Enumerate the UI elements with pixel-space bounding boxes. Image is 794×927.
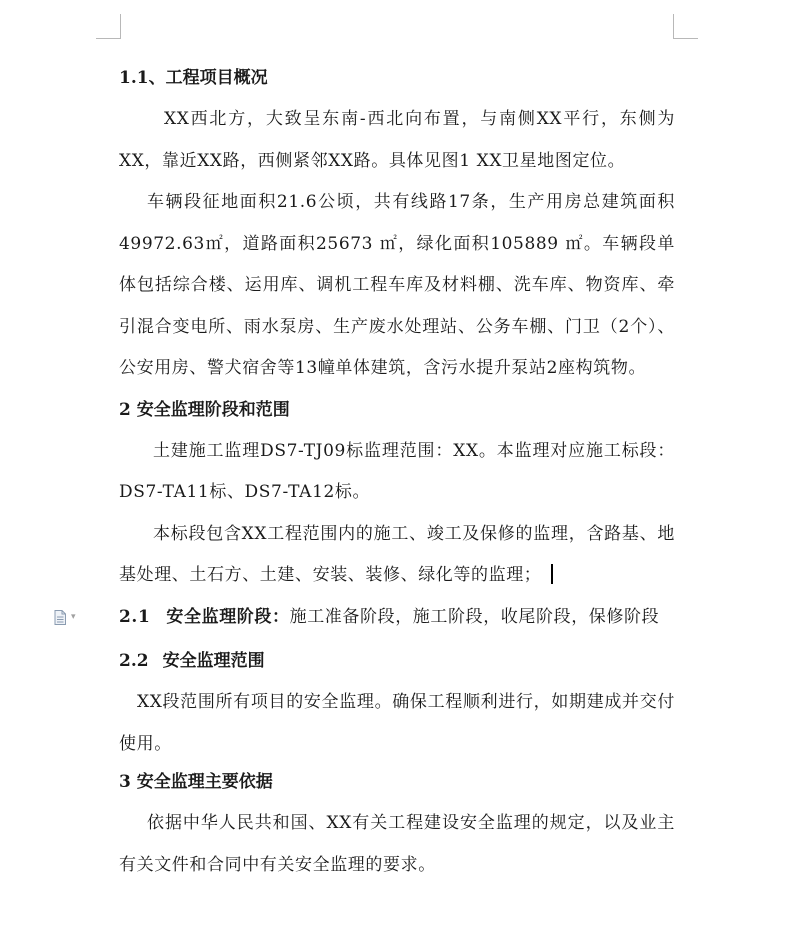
heading-2-1-text: 施工准备阶段，施工阶段，收尾阶段，保修阶段 bbox=[289, 606, 660, 627]
heading-2-1-number: 2.1 bbox=[119, 606, 151, 627]
paragraph-safety-scope: XX段范围所有项目的安全监理。确保工程顺利进行，如期建成并交付使用。 bbox=[119, 692, 675, 754]
heading-2-2-label: 安全监理范围 bbox=[162, 651, 265, 671]
paragraph-layout-icon[interactable] bbox=[54, 610, 66, 625]
text-cursor bbox=[551, 564, 553, 584]
heading-2-1 bbox=[119, 597, 675, 639]
paragraph-supervision-scope: 土建施工监理DS7-TJ09标监理范围：XX。本监理对应施工标段：DS7-TA11标、DS7-TA12标。 bbox=[119, 440, 675, 502]
chevron-down-icon[interactable]: ▾ bbox=[71, 612, 76, 622]
document-page bbox=[119, 58, 675, 886]
heading-2-2 bbox=[119, 641, 675, 682]
paragraph-basis: 依据中华人民共和国、XX有关工程建设安全监理的规定，以及业主有关文件和合同中有关安全监理的要求。 bbox=[119, 813, 675, 875]
heading-1-1: 1.1、工程项目概况 bbox=[119, 68, 268, 88]
paragraph-project-location: XX西北方，大致呈东南-西北向布置，与南侧XX平行，东侧为XX，靠近XX路，西侧紧邻XX路。具体见图1 XX卫星地图定位。 bbox=[119, 109, 675, 171]
heading-2: 2 安全监理阶段和范围 bbox=[119, 399, 290, 420]
paragraph-section-contents-text: 本标段包含XX工程范围内的施工、竣工及保修的监理，含路基、地基处理、土石方、土建、安装、装修、绿化等的监理； bbox=[119, 523, 675, 585]
heading-2-1-label: 安全监理阶段： bbox=[166, 606, 290, 627]
page-corner-mark-top-right bbox=[673, 14, 698, 39]
paragraph-section-contents bbox=[119, 514, 675, 597]
heading-3: 3 安全监理主要依据 bbox=[119, 772, 273, 792]
heading-2-2-number: 2.2 bbox=[119, 651, 149, 671]
page-corner-mark-top-left bbox=[96, 14, 121, 39]
paragraph-depot-area: 车辆段征地面积21.6公顷，共有线路17条，生产用房总建筑面积49972.63㎡，道路面积25673 ㎡，绿化面积105889 ㎡。车辆段单体包括综合楼、运用库、调机工程车库及材料棚、洗车库、物资库、牵引混合变电所、雨水泵房、生产废水处理站、公务车棚、门卫（2个）、公安用房、警犬宿舍等13幢单体建筑，含污水提升泵站2座构筑物。 bbox=[119, 192, 675, 378]
